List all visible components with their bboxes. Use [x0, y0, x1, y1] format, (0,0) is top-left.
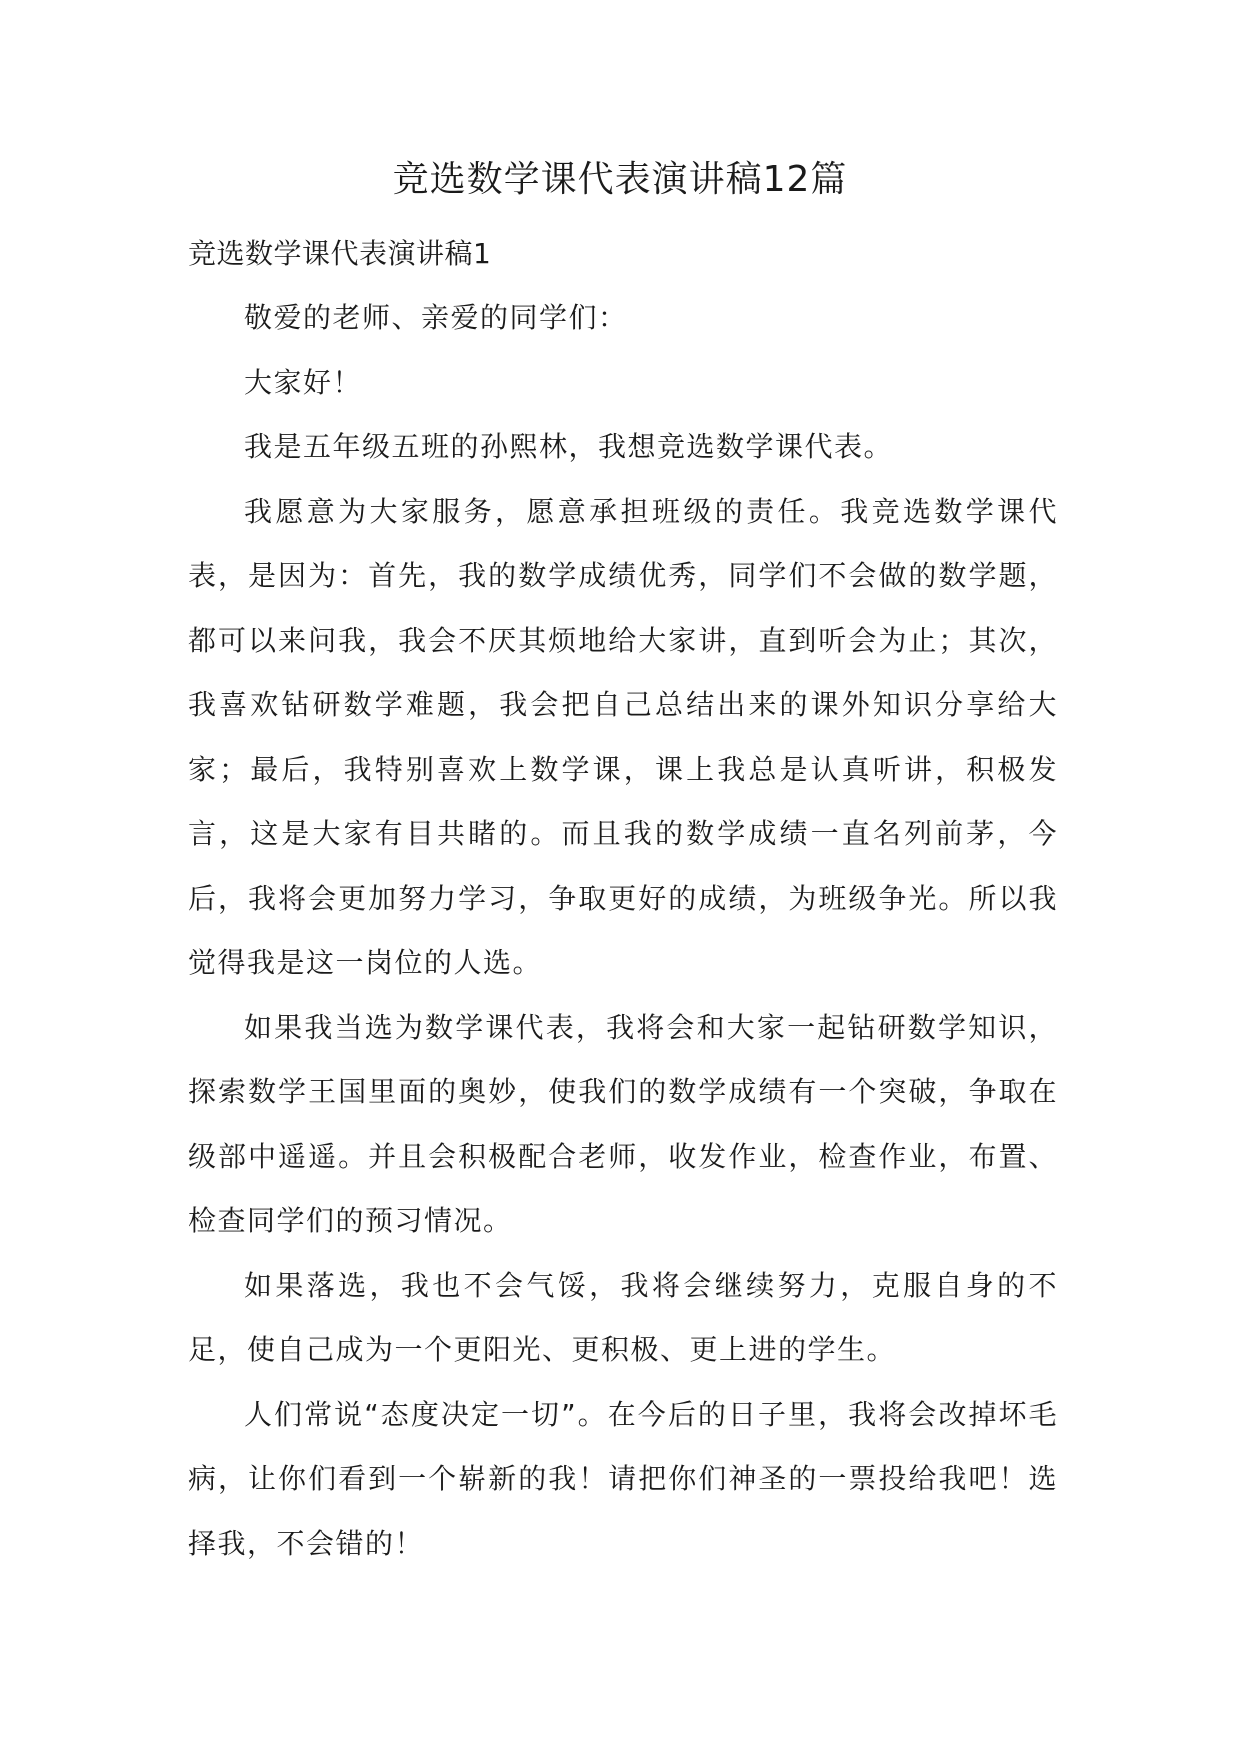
greeting-paragraph: 大家好！	[244, 365, 363, 399]
if-not-elected-paragraph: 如果落选，我也不会气馁，我将会继续努力，克服自身的不足，使自己成为一个更阳光、更积极、更上进的学生。	[188, 1268, 1058, 1366]
document-title: 竞选数学课代表演讲稿12篇	[392, 159, 848, 200]
reasons-paragraph: 我愿意为大家服务，愿意承担班级的责任。我竞选数学课代表，是因为：首先，我的数学成绩优秀，同学们不会做的数学题，都可以来问我，我会不厌其烦地给大家讲，直到听会为止；其次，我喜欢钻研数学难题，我会把自己总结出来的课外知识分享给大家；最后，我特别喜欢上数学课，课上我总是认真听讲，积极发言，这是大家有目共睹的。而且我的数学成绩一直名列前茅，今后，我将会更加努力学习，争取更好的成绩，为班级争光。所以我觉得我是这一岗位的人选。	[188, 494, 1058, 979]
salutation-paragraph: 敬爱的老师、亲爱的同学们：	[244, 301, 628, 334]
self-introduction-paragraph: 我是五年级五班的孙熙林，我想竞选数学课代表。	[244, 430, 894, 463]
closing-paragraph: 人们常说“态度决定一切”。在今后的日子里，我将会改掉坏毛病，让你们看到一个崭新的我！请把你们神圣的一票投给我吧！选择我，不会错的！	[188, 1397, 1058, 1560]
document-body	[188, 222, 1058, 1576]
plans-paragraph: 如果我当选为数学课代表，我将会和大家一起钻研数学知识，探索数学王国里面的奥妙，使我们的数学成绩有一个突破，争取在级部中遥遥。并且会积极配合老师，收发作业，检查作业，布置、检查同学们的预习情况。	[188, 1010, 1058, 1237]
section-heading: 竞选数学课代表演讲稿1	[188, 237, 492, 270]
